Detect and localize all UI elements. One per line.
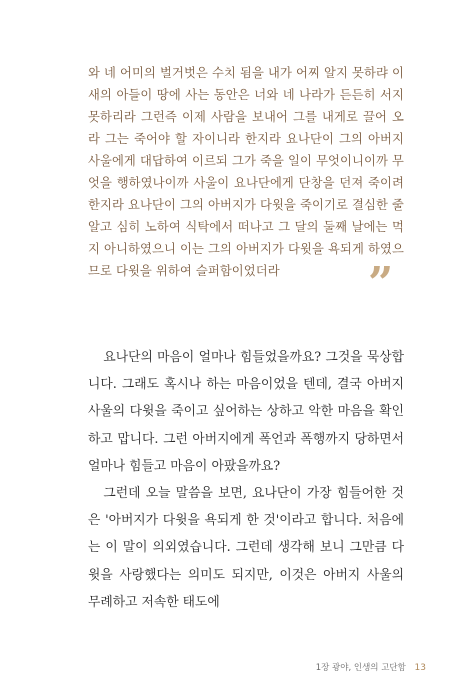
page-footer <box>316 661 426 673</box>
body-paragraph-2: 그런데 오늘 말씀을 보면, 요나단이 가장 힘들어한 것은 '아버지가 다윗을 욕되게 한 것'이라고 합니다. 처음에는 이 말이 의외였습니다. 그런데 생각해 보니 그만큼 다윗을 사랑했다는 의미도 되지만, 이것은 아버지 사울의 무례하고 저속한 태도에 <box>88 486 404 610</box>
page-number: 13 <box>414 663 426 673</box>
body-paragraph-1: 요나단의 마음이 얼마나 힘들었을까요? 그것을 묵상합니다. 그래도 혹시나 하는 마음이었을 텐데, 결국 아버지 사울의 다윗을 죽이고 싶어하는 상하고 악한 마음을 확인하고 맙니다. 그런 아버지에게 폭언과 폭행까지 당하면서 얼마나 힘들고 마음이 아팠을까요? <box>88 350 404 474</box>
chapter-title: 1장 광야, 인생의 고단함 <box>315 663 406 673</box>
quote-mark-icon: ” <box>368 258 394 309</box>
body-text <box>88 344 404 616</box>
scripture-quote: 와 네 어미의 벌거벗은 수치 됨을 내가 어찌 알지 못하랴 이새의 아들이 땅에 사는 동안은 너와 네 나라가 든든히 서지 못하리라 그런즉 이제 사람을 보내어 그를 내게로 끌어 오라 그는 죽어야 할 자이니라 한지라 요나단이 그의 아버지 사울에게 대답하여 이르되 그가 죽을 일이 무엇이니이까 무엇을 행하였나이까 사울이 요나단에게 단창을 던져 죽이려 한지라 요나단이 그의 아버지가 다윗을 죽이기로 결심한 줄 알고 심히 노하여 식탁에서 떠나고 그 달의 둘째 날에는 먹지 아니하였으니 이는 그의 아버지가 다윗을 욕되게 하였으므로 다윗을 위하여 슬퍼함이었더라 <box>88 66 404 278</box>
